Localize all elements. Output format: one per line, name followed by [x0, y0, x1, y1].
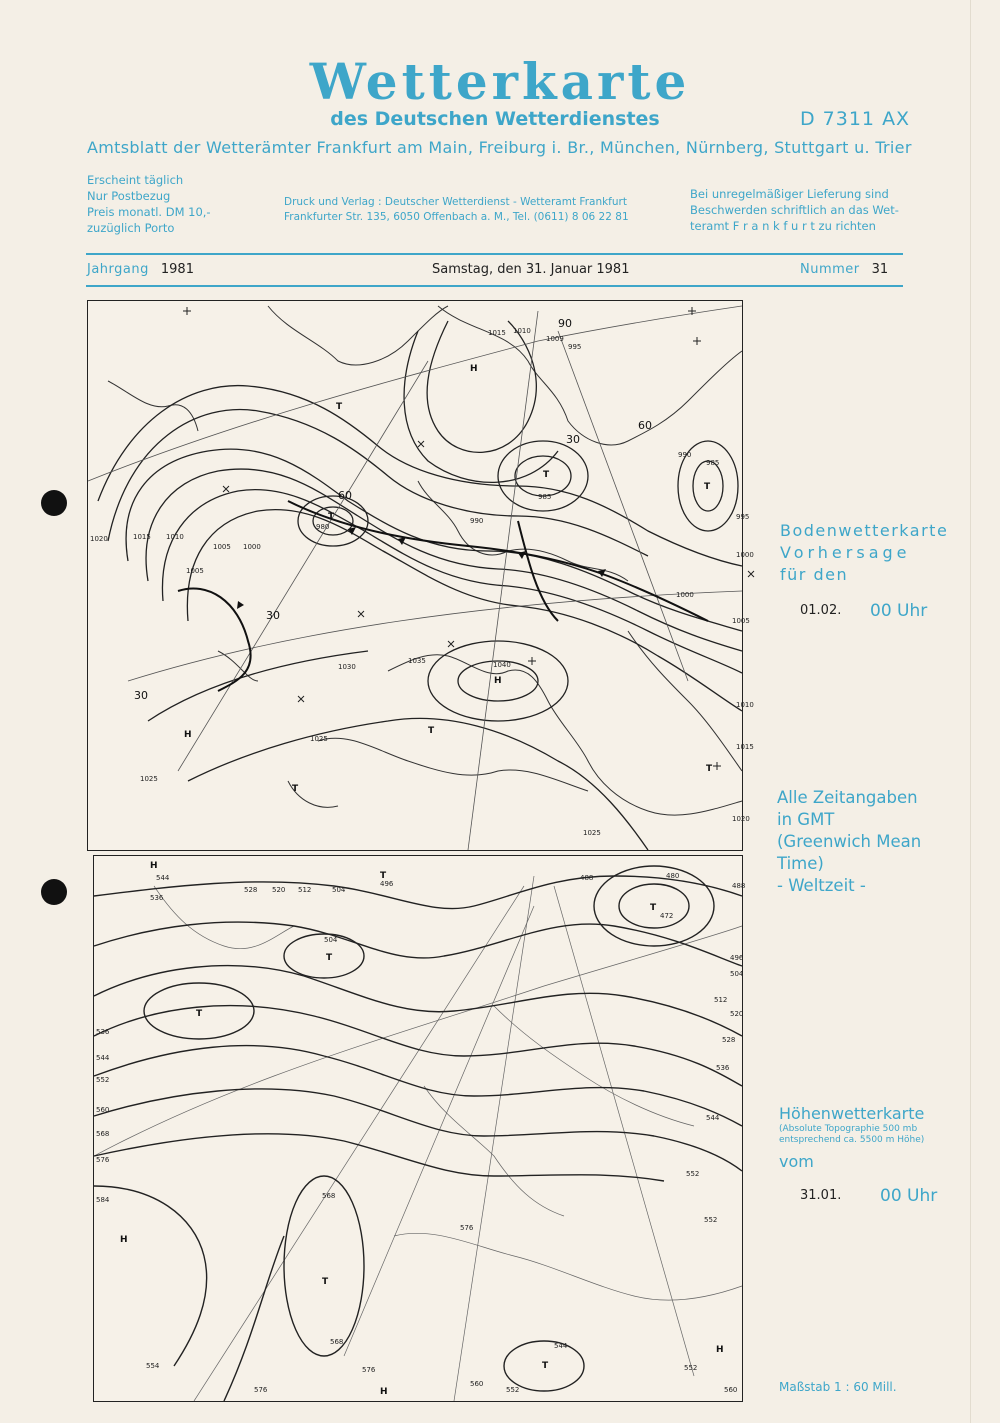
- pressure-letter: T: [292, 784, 299, 794]
- meridian-line: [468, 311, 538, 850]
- iso-label: 1000: [243, 543, 261, 551]
- contour-label: 528: [244, 886, 258, 894]
- gmt-note: [777, 787, 921, 897]
- gmt-line: - Weltzeit -: [777, 876, 866, 895]
- subscription-info: [87, 172, 211, 236]
- contour-label: 488: [732, 882, 746, 890]
- coastline: [494, 1006, 694, 1126]
- iso-label: 1020: [732, 815, 750, 823]
- contour-label: 560: [96, 1106, 110, 1114]
- contour-label: 536: [150, 894, 164, 902]
- nummer: [800, 262, 888, 277]
- iso-label: 1005: [732, 617, 750, 625]
- coastline: [318, 738, 588, 791]
- pressure-letters: [120, 861, 724, 1397]
- amtsblatt-line: Amtsblatt der Wetterämter Frankfurt am Main, Freiburg i. Br., München, Nürnberg, Stuttgart u. Trier: [87, 138, 912, 157]
- pressure-letter: T: [380, 871, 387, 881]
- isobar: [188, 718, 648, 850]
- upper-map-caption: Höhenwetterkarte: [779, 1104, 925, 1123]
- lat-label: 30: [566, 433, 580, 446]
- page-fold: [970, 0, 971, 1423]
- pressure-letter: H: [150, 861, 158, 871]
- pressure-letter: T: [322, 1277, 329, 1287]
- contour-label: 480: [666, 872, 680, 880]
- contour-label: 504: [730, 970, 744, 978]
- meridian-line: [454, 876, 534, 1401]
- iso-label: 1010: [736, 701, 754, 709]
- iso-label: 1025: [310, 735, 328, 743]
- gmt-line: in GMT: [777, 810, 835, 829]
- page-subtitle: des Deutschen Wetterdienstes: [330, 108, 660, 130]
- pressure-letter: T: [336, 402, 343, 412]
- contour-label: 544: [706, 1114, 720, 1122]
- iso-label: 1030: [338, 663, 356, 671]
- iso-label: 990: [678, 451, 692, 459]
- iso-label: 1015: [736, 743, 754, 751]
- coastline: [388, 655, 742, 815]
- pressure-letter: H: [120, 1235, 128, 1245]
- iso-label: 990: [470, 517, 484, 525]
- coastline: [394, 1233, 742, 1300]
- contour-label: 552: [96, 1076, 110, 1084]
- contour-label: 560: [724, 1386, 738, 1394]
- height-contour: [94, 1134, 664, 1181]
- contour-label: 488: [580, 874, 594, 882]
- iso-label: 1040: [493, 661, 511, 669]
- upper-map-time: 00 Uhr: [880, 1186, 938, 1206]
- jahrgang-label: Jahrgang: [87, 262, 149, 277]
- map-scale: Maßstab 1 : 60 Mill.: [779, 1380, 897, 1394]
- surface-map-caption: [780, 520, 948, 586]
- height-contour: [94, 966, 742, 1036]
- contour-label: 544: [554, 1342, 568, 1350]
- pressure-letter: T: [328, 512, 335, 522]
- front-symbol: [237, 601, 244, 609]
- surface-weather-map: [87, 300, 754, 851]
- jahrgang-value: 1981: [160, 262, 194, 277]
- header-rule-top: [86, 253, 903, 255]
- isobar: [427, 321, 536, 452]
- coastline: [424, 1086, 564, 1216]
- surface-map-drawing: [88, 301, 754, 850]
- iso-label: 1000: [676, 591, 694, 599]
- contour-label: 472: [660, 912, 674, 920]
- caption-line: für den: [780, 565, 849, 584]
- iso-label: 995: [568, 343, 582, 351]
- issue-date: Samstag, den 31. Januar 1981: [432, 262, 630, 277]
- contour-label: 552: [684, 1364, 698, 1372]
- isobar: [146, 469, 742, 651]
- complaint-line: teramt F r a n k f u r t zu richten: [690, 219, 876, 233]
- iso-label: 1000: [736, 551, 754, 559]
- iso-label: 1005: [186, 567, 204, 575]
- lat-label: 30: [134, 689, 148, 702]
- page-title: Wetterkarte: [309, 52, 691, 111]
- contour-label: 528: [722, 1036, 736, 1044]
- iso-label: 995: [736, 513, 750, 521]
- iso-label: 1015: [133, 533, 151, 541]
- height-contour: [94, 1089, 742, 1171]
- subscription-line: Preis monatl. DM 10,-: [87, 205, 211, 219]
- coastline: [154, 886, 294, 949]
- contour-label: 568: [322, 1192, 336, 1200]
- gmt-line: Time): [777, 854, 824, 873]
- lat-label: 90: [558, 317, 572, 330]
- punch-hole-bottom: [41, 879, 67, 905]
- meridian-line: [558, 331, 688, 681]
- grid-crosses: [183, 307, 754, 770]
- contour-label: 560: [470, 1380, 484, 1388]
- iso-label: 1010: [513, 327, 531, 335]
- isobar: [404, 331, 558, 482]
- height-contour: [224, 1236, 284, 1401]
- punch-hole-top: [41, 490, 67, 516]
- latitude-line: [88, 306, 742, 481]
- iso-label: 1015: [488, 329, 506, 337]
- latitude-line: [128, 591, 742, 681]
- lat-label: 60: [638, 419, 652, 432]
- pressure-letter: T: [196, 1009, 203, 1019]
- contour-label: 568: [96, 1130, 110, 1138]
- contour-label: 552: [704, 1216, 718, 1224]
- isobar: [126, 449, 742, 631]
- surface-map-time: 00 Uhr: [870, 601, 928, 621]
- iso-label: 1009: [546, 335, 564, 343]
- pressure-letter: H: [380, 1387, 388, 1397]
- coastline: [418, 481, 628, 581]
- upper-map-subcaption: [779, 1124, 924, 1146]
- complaint-line: Beschwerden schriftlich an das Wet-: [690, 203, 899, 217]
- publisher-line: Druck und Verlag : Deutscher Wetterdienst - Wetteramt Frankfurt: [284, 196, 627, 208]
- contour-label: 520: [272, 886, 286, 894]
- contour-label: 568: [330, 1338, 344, 1346]
- iso-label: 1035: [408, 657, 426, 665]
- lat-label: 30: [266, 609, 280, 622]
- publisher-info: [284, 195, 629, 225]
- meridian-line: [194, 886, 524, 1401]
- pressure-letter: H: [470, 364, 478, 374]
- contour-label: 512: [298, 886, 312, 894]
- nummer-label: Nummer: [800, 262, 860, 277]
- gmt-line: Alle Zeitangaben: [777, 788, 918, 807]
- pressure-letter: T: [542, 1361, 549, 1371]
- height-contour: [94, 1186, 207, 1366]
- iso-label: 985: [538, 493, 552, 501]
- publisher-line: Frankfurter Str. 135, 6050 Offenbach a. M., Tel. (0611) 8 06 22 81: [284, 211, 629, 223]
- contour-label: 512: [714, 996, 728, 1004]
- pressure-letter: T: [326, 953, 333, 963]
- contour-label: 576: [460, 1224, 474, 1232]
- contour-label: 536: [96, 1028, 110, 1036]
- coastline: [268, 306, 448, 365]
- iso-label: 980: [316, 523, 330, 531]
- meridian-line: [554, 886, 694, 1376]
- iso-label: 1025: [140, 775, 158, 783]
- contour-label: 496: [730, 954, 744, 962]
- iso-label: 1010: [166, 533, 184, 541]
- pressure-letter: T: [543, 470, 550, 480]
- contour-label: 504: [332, 886, 346, 894]
- iso-label: 985: [706, 459, 720, 467]
- pressure-letter: T: [706, 764, 713, 774]
- upper-map-vom: vom: [779, 1152, 814, 1171]
- contour-labels: [96, 872, 745, 1394]
- iso-label: 1020: [90, 535, 108, 543]
- contour-label: 552: [506, 1386, 520, 1394]
- upper-air-map: [93, 855, 746, 1402]
- meridian-line: [178, 361, 428, 771]
- contour-label: 544: [156, 874, 170, 882]
- surface-map-date: 01.02.: [800, 603, 842, 618]
- subscription-line: Erscheint täglich: [87, 173, 184, 187]
- coastline: [438, 306, 742, 445]
- contour-label: 520: [730, 1010, 744, 1018]
- meridian-line: [344, 906, 534, 1356]
- iso-label: 1005: [213, 543, 231, 551]
- contour-label: 576: [96, 1156, 110, 1164]
- complaint-line: Bei unregelmäßiger Lieferung sind: [690, 187, 889, 201]
- contour-label: 576: [362, 1366, 376, 1374]
- contour-label: 576: [254, 1386, 268, 1394]
- contour-label: 552: [686, 1170, 700, 1178]
- pressure-letter: H: [716, 1345, 724, 1355]
- contour-label: 544: [96, 1054, 110, 1062]
- pressure-letter: T: [704, 482, 711, 492]
- height-contour: [94, 876, 742, 909]
- subcaption-line: (Absolute Topographie 500 mb: [779, 1124, 918, 1134]
- height-contour: [94, 1046, 742, 1126]
- contour-label: 504: [324, 936, 338, 944]
- pressure-letter: T: [428, 726, 435, 736]
- isobar: [148, 651, 368, 721]
- complaint-info: [690, 186, 899, 234]
- caption-line: Bodenwetterkarte: [780, 521, 949, 540]
- contour-label: 584: [96, 1196, 110, 1204]
- isobar: [108, 410, 648, 556]
- pressure-letters: [184, 364, 713, 794]
- coastline: [628, 631, 742, 771]
- subscription-line: Nur Postbezug: [87, 189, 171, 203]
- jahrgang: [87, 262, 194, 277]
- front-symbol: [348, 527, 356, 535]
- header-rule-bottom: [86, 285, 903, 287]
- upper-map-drawing: [94, 856, 746, 1401]
- iso-label: 1025: [583, 829, 601, 837]
- caption-line: Vorhersage: [780, 543, 911, 562]
- nummer-value: 31: [871, 262, 889, 277]
- height-contour: [284, 1176, 364, 1356]
- contour-label: 536: [716, 1064, 730, 1072]
- publication-code: D 7311 AX: [800, 108, 911, 130]
- height-contour: [94, 1006, 742, 1086]
- meridian-line: [94, 926, 742, 1156]
- gmt-line: (Greenwich Mean: [777, 832, 922, 851]
- lat-label: 60: [338, 489, 352, 502]
- pressure-letter: H: [494, 676, 502, 686]
- contour-label: 496: [380, 880, 394, 888]
- contour-label: 554: [146, 1362, 160, 1370]
- subcaption-line: entsprechend ca. 5500 m Höhe): [779, 1135, 925, 1145]
- upper-map-date: 31.01.: [800, 1188, 842, 1203]
- pressure-letter: H: [184, 730, 192, 740]
- pressure-letter: T: [650, 903, 657, 913]
- coastline: [218, 651, 258, 681]
- subscription-line: zuzüglich Porto: [87, 221, 175, 235]
